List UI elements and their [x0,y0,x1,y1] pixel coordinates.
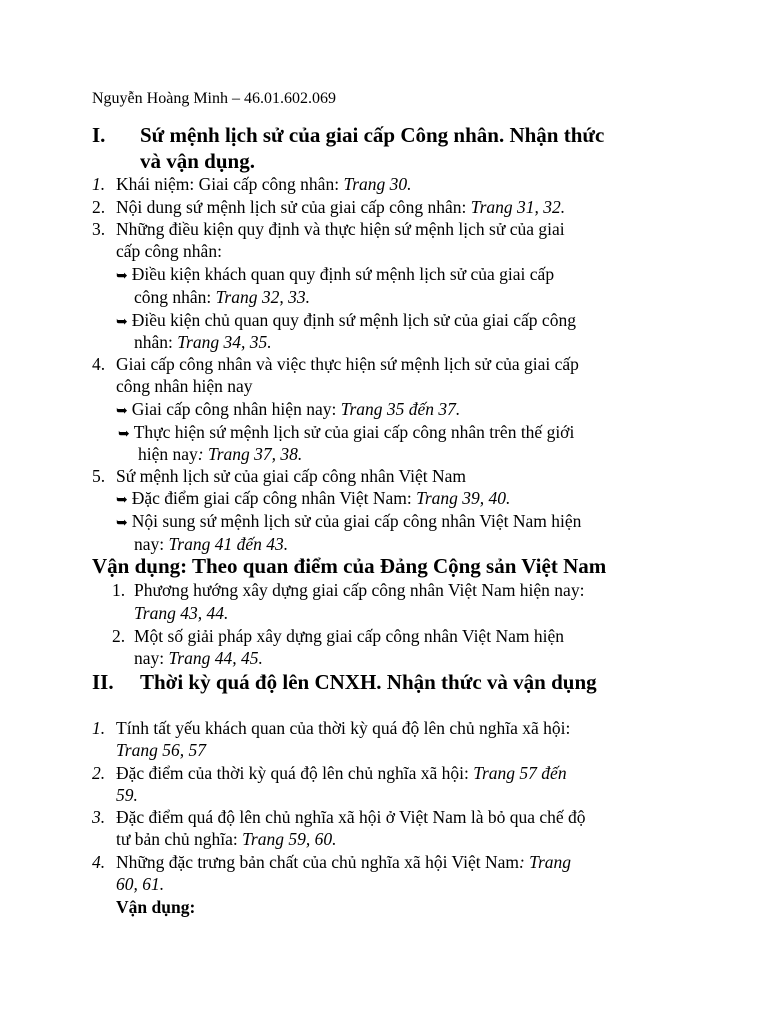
item-number: 2. [92,763,106,783]
arrow-bullet-icon: ➥ [116,269,128,284]
page-ref: Trang 41 đến 43. [168,534,289,554]
list-item: Sứ mệnh lịch sử của giai cấp công nhân Việt Nam [116,466,467,486]
page-ref: Trang 59, 60. [242,829,337,849]
author-line: Nguyễn Hoàng Minh – 46.01.602.069 [92,90,336,107]
list-item: Đặc điểm quá độ lên chủ nghĩa xã hội ở Việt Nam là bỏ qua chế độ [116,807,586,827]
sub-item: ➥ Thực hiện sứ mệnh lịch sử của giai cấp công nhân trên thế giới [118,421,574,446]
arrow-bullet-icon: ➥ [116,493,128,508]
page-ref: Trang 44, 45. [168,648,263,668]
item-number: 1. [92,718,106,738]
list-item-cont: công nhân hiện nay [116,376,253,396]
page-ref: Trang 56, 57 [116,740,206,760]
arrow-bullet-icon: ➥ [116,404,128,419]
list-item: Những đặc trưng bản chất của chủ nghĩa xã hội Việt Nam: Trang [116,852,571,872]
page-ref: Trang 39, 40. [416,488,511,508]
item-number: 4. [92,354,106,374]
sub-item: ➥ Giai cấp công nhân hiện nay: Trang 35 đến 37. [116,398,460,423]
list-item: Khái niệm: Giai cấp công nhân: Trang 30. [116,174,412,194]
page-ref: Trang 34, 35. [177,332,272,352]
section1-number: I. [92,123,106,147]
list-item-cont: nay: Trang 44, 45. [134,648,263,668]
sub-item: ➥ Đặc điểm giai cấp công nhân Việt Nam: Trang 39, 40. [116,487,510,512]
page-ref: Trang 30. [343,174,412,194]
sub-item: ➥ Nội sung sứ mệnh lịch sử của giai cấp công nhân Việt Nam hiện [116,510,581,535]
list-item: Một số giải pháp xây dựng giai cấp công nhân Việt Nam hiện [134,626,564,646]
item-number: 1. [92,174,106,194]
list-item: Phương hướng xây dựng giai cấp công nhân Việt Nam hiện nay: [134,580,585,600]
item-number: 3. [92,219,106,239]
arrow-bullet-icon: ➥ [118,427,130,442]
item-number: 1. [112,580,126,600]
page-ref: Trang 57 đến [473,763,567,783]
item-number: 2. [92,197,106,217]
list-item: Giai cấp công nhân và việc thực hiện sứ mệnh lịch sử của giai cấp [116,354,579,374]
sub-item-cont: hiện nay: Trang 37, 38. [138,444,303,464]
apply-heading: Vận dụng: Theo quan điểm của Đảng Cộng sản Việt Nam [92,554,607,578]
list-item: Đặc điểm của thời kỳ quá độ lên chủ nghĩa xã hội: Trang 57 đến [116,763,567,783]
arrow-bullet-icon: ➥ [116,516,128,531]
list-item: Nội dung sứ mệnh lịch sử của giai cấp công nhân: Trang 31, 32. [116,197,566,217]
page-ref: : Trang 37, 38. [197,444,303,464]
section1-title-line1: Sứ mệnh lịch sử của giai cấp Công nhân. Nhận thức [140,123,605,147]
section2-title: Thời kỳ quá độ lên CNXH. Nhận thức và vận dụng [140,670,597,694]
list-item-cont: cấp công nhân: [116,241,222,261]
page-ref: 60, 61. [116,874,165,894]
item-number: 5. [92,466,106,486]
page-ref: 59. [116,785,138,805]
item-number: 2. [112,626,126,646]
section2-number: II. [92,670,114,694]
sub-item-cont: nay: Trang 41 đến 43. [134,534,289,554]
page-ref: Trang 31, 32. [470,197,566,217]
item-number: 3. [92,807,106,827]
section1-title-line2: và vận dụng. [140,149,255,173]
sub-item-cont: công nhân: Trang 32, 33. [134,287,310,307]
page-ref: Trang 32, 33. [215,287,310,307]
page-ref: Trang 43, 44. [134,603,229,623]
sub-item: ➥ Điều kiện chủ quan quy định sứ mệnh lịch sử của giai cấp công [116,309,576,334]
page-ref: Trang 35 đến 37. [340,399,461,419]
apply-label: Vận dụng: [116,897,196,917]
sub-item-cont: nhân: Trang 34, 35. [134,332,272,352]
list-item: Tính tất yếu khách quan của thời kỳ quá độ lên chủ nghĩa xã hội: [116,718,571,738]
list-item-cont: tư bản chủ nghĩa: Trang 59, 60. [116,829,337,849]
arrow-bullet-icon: ➥ [116,315,128,330]
page-ref: : Trang [518,852,571,872]
list-item: Những điều kiện quy định và thực hiện sứ mệnh lịch sử của giai [116,219,565,239]
item-number: 4. [92,852,106,872]
sub-item: ➥ Điều kiện khách quan quy định sứ mệnh lịch sử của giai cấp [116,263,554,288]
